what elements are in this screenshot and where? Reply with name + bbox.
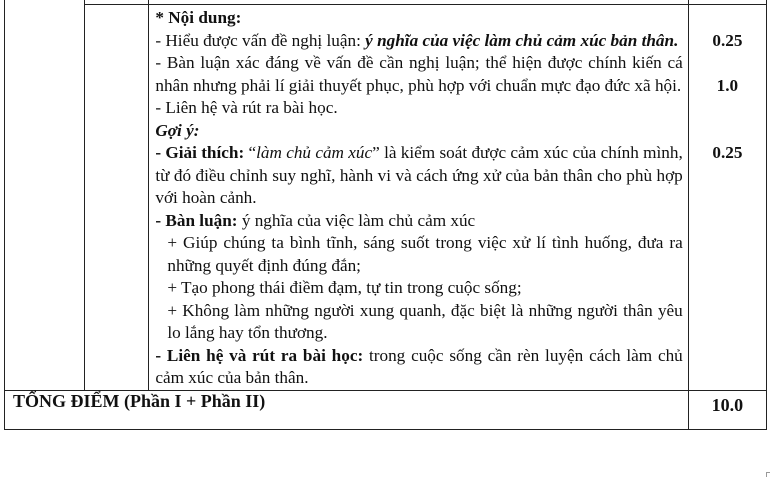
item-prefix: - Hiểu được vấn đề nghị luận: bbox=[155, 30, 366, 50]
page-corner-mark bbox=[766, 472, 770, 477]
lesson-label: - Liên hệ và rút ra bài học: bbox=[155, 345, 364, 365]
discussion-label: - Bàn luận: bbox=[155, 210, 238, 230]
essay-row bbox=[5, 5, 767, 391]
explanation-label: - Giải thích: bbox=[155, 143, 245, 162]
part-column-cell bbox=[5, 0, 85, 390]
discussion-point: + Không làm những người xung quanh, đặc biệt là những người thân yêu lo lắng hay tổn thương. bbox=[167, 300, 683, 342]
suggestion-lesson bbox=[155, 345, 682, 390]
total-row bbox=[5, 390, 767, 429]
suggestion-explanation bbox=[155, 142, 682, 210]
content-cell bbox=[149, 5, 688, 391]
score-cell bbox=[688, 5, 766, 391]
content-heading: * Nội dung: bbox=[155, 8, 242, 27]
suggestion-heading: Gợi ý: bbox=[155, 120, 200, 140]
score-discussion: 1.0 bbox=[716, 75, 739, 95]
item-emphasis: ý nghĩa của việc làm chủ cảm xúc bản thân. bbox=[365, 30, 679, 50]
discussion-point: + Giúp chúng ta bình tĩnh, sáng suốt trong việc xử lí tình huống, đưa ra những quyết định đúng đắn; bbox=[167, 233, 683, 275]
total-label: TỔNG ĐIỂM (Phần I + Phần II) bbox=[5, 390, 689, 429]
quote-close: ” bbox=[372, 143, 380, 162]
question-column-cell bbox=[85, 5, 149, 391]
total-score: 10.0 bbox=[688, 390, 766, 429]
explanation-text: là kiểm soát được cảm xúc của chính mình, từ đó điều chỉnh suy nghĩ, hành vi và cách ứng xử của bản thân cho phù hợp với hoàn cảnh. bbox=[155, 143, 683, 207]
grading-table bbox=[4, 0, 767, 430]
score-understanding: 0.25 bbox=[712, 30, 743, 50]
score-lesson: 0.25 bbox=[712, 143, 743, 162]
content-item-lesson: - Liên hệ và rút ra bài học. bbox=[155, 98, 338, 117]
explanation-quote: làm chủ cảm xúc bbox=[256, 143, 373, 162]
content-item-discussion: - Bàn luận xác đáng về vấn đề cần nghị luận; thể hiện được chính kiến cá nhân nhưng phải lí giải thuyết phục, phù hợp với chuẩn mực đạo đức xã hội. bbox=[155, 53, 683, 95]
suggestion-discussion bbox=[155, 210, 682, 233]
content-item-understanding bbox=[155, 30, 682, 53]
discussion-text: ý nghĩa của việc làm chủ cảm xúc bbox=[237, 210, 476, 230]
quote-open: “ bbox=[244, 143, 257, 162]
lesson-text: trong cuộc sống cần rèn luyện cách làm chủ cảm xúc của bản thân. bbox=[155, 345, 683, 387]
discussion-point: + Tạo phong thái điềm đạm, tự tin trong cuộc sống; bbox=[167, 278, 522, 297]
